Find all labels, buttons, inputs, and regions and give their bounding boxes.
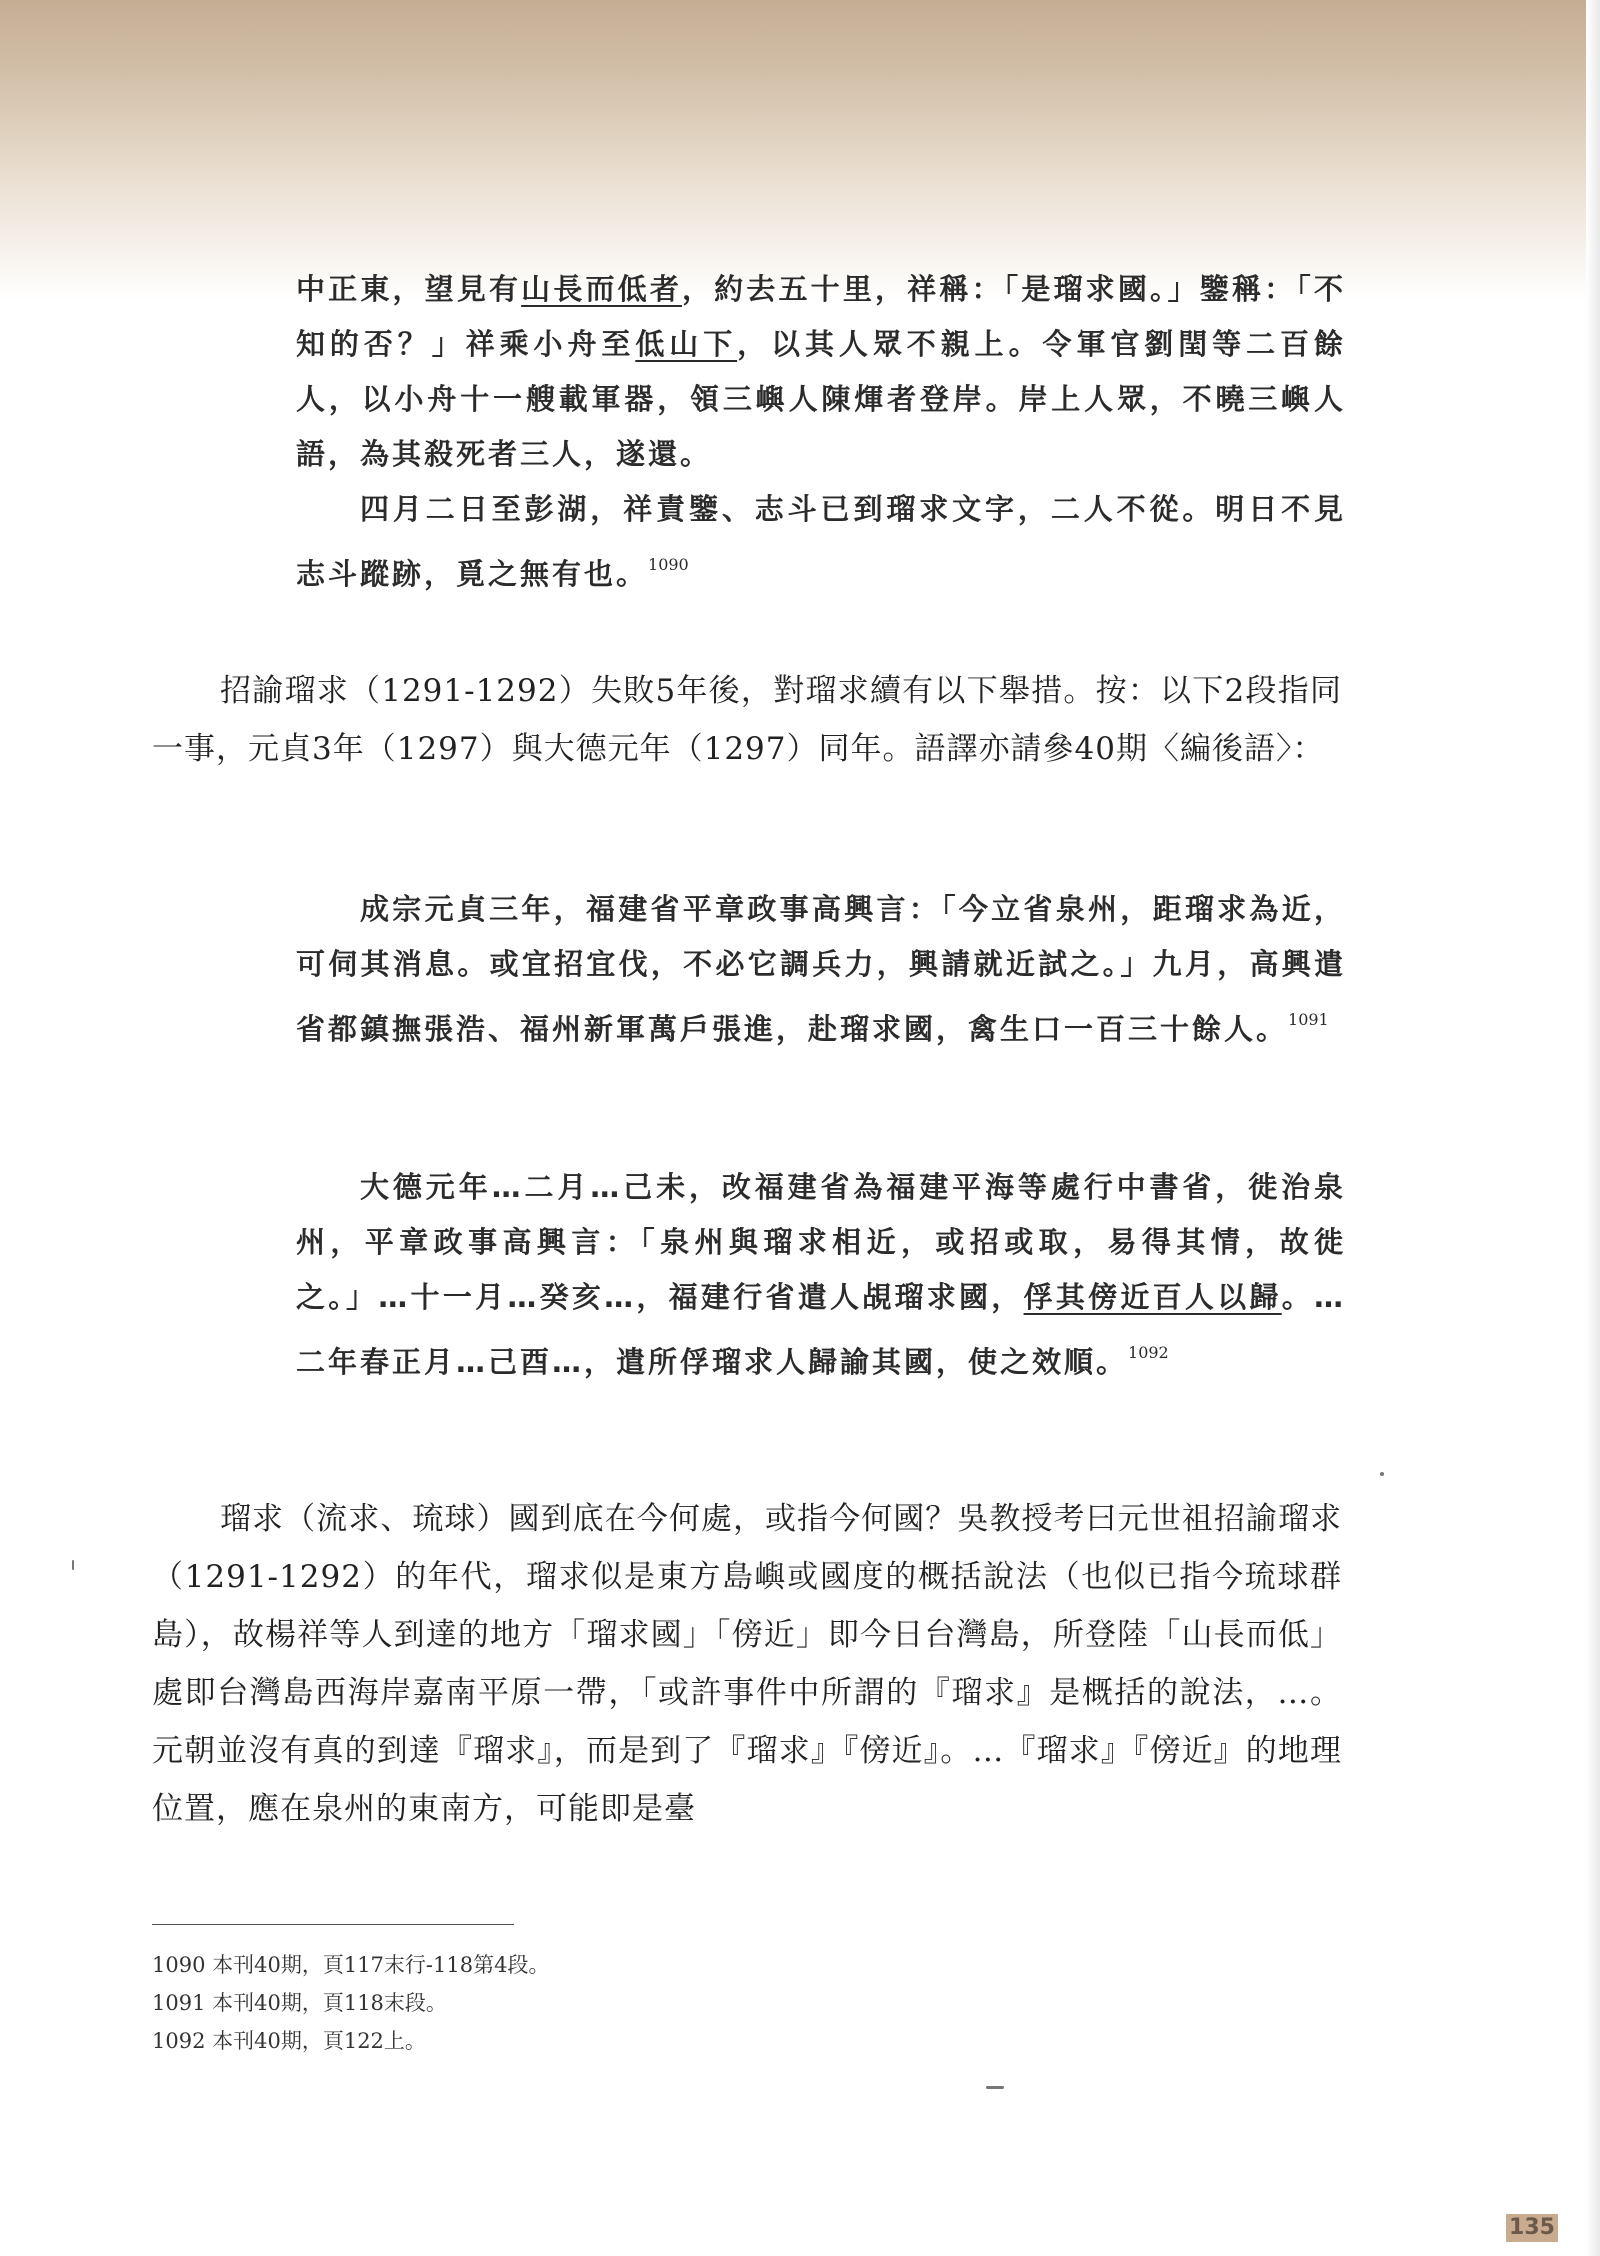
footnote-marker: 1090 [648, 555, 689, 574]
page-number: 135 [1506, 2214, 1558, 2242]
underlined-phrase: 俘其傍近百人以歸 [1023, 1280, 1282, 1314]
body-paragraph-1 [152, 662, 1342, 778]
footnotes [152, 1946, 1052, 2060]
quote-1-text: 中正東，望見有 [296, 272, 522, 306]
scan-speck [986, 2086, 1004, 2089]
scan-speck [1380, 1472, 1384, 1476]
quote-1-paragraph-2 [296, 482, 1346, 602]
quote-1-text: ，約去五十里，祥稱：「是瑠求國。」鑒稱：「不知的否？」祥乘小舟至 [296, 272, 1346, 361]
footnote-marker: 1092 [1128, 1343, 1169, 1362]
footnote-marker: 1091 [1288, 1010, 1329, 1029]
page-header-band [0, 0, 1600, 300]
quote-2-text: 成宗元貞三年，福建省平章政事高興言：「今立省泉州，距瑠求為近，可伺其消息。或宜招宜伐，不必它調兵力，興請就近試之。」九月，高興遣省都鎮撫張浩、福州新軍萬戶張進，赴瑠求國，禽生口一百三十餘人。 [296, 892, 1346, 1046]
quote-3-paragraph [296, 1160, 1346, 1390]
quote-1-text: ，以其人眾不親上。令軍官劉閏等二百餘人，以小舟十一艘載軍器，領三嶼人陳煇者登岸。岸上人眾，不曉三嶼人語，為其殺死者三人，遂還。 [296, 327, 1346, 471]
footnote-1091: 1091 本刊40期，頁118末段。 [152, 1991, 447, 2015]
page-edge [1586, 0, 1600, 2256]
underlined-phrase: 山長而低者 [521, 272, 682, 306]
quote-2-paragraph [296, 882, 1346, 1057]
scan-speck [72, 1560, 74, 1570]
quote-block-2 [296, 882, 1346, 1057]
underlined-phrase: 低山下 [635, 327, 738, 361]
quote-3-text: 大德元年…二月…己未，改福建省為福建平海等處行中書省，徙治泉州，平章政事高興言：「泉州與瑠求相近，或招或取，易得其情，故徙之。」…十一月…癸亥…，福建行省遣人覘瑠求國， [296, 1170, 1346, 1314]
quote-1-text: 四月二日至彭湖，祥責鑒、志斗已到瑠求文字，二人不從。明日不見志斗蹤跡，覓之無有也。 [296, 492, 1346, 591]
body-paragraph-2 [152, 1490, 1342, 1838]
quote-1-paragraph-1 [296, 262, 1346, 482]
quote-block-1 [296, 262, 1346, 602]
footnote-1090: 1090 本刊40期，頁117末行-118第4段。 [152, 1953, 550, 1977]
footnote-1092: 1092 本刊40期，頁122上。 [152, 2029, 426, 2053]
quote-3-text: 。…二年春正月…己酉…，遣所俘瑠求人歸諭其國，使之效順。 [296, 1280, 1346, 1379]
body-text: 招諭瑠求（1291-1292）失敗5年後，對瑠求續有以下舉措。按：以下2段指同一事，元貞3年（1297）與大德元年（1297）同年。語譯亦請參40期〈編後語〉： [152, 673, 1342, 767]
body-text: 瑠求（流求、琉球）國到底在今何處，或指今何國？吳教授考曰元世祖招諭瑠求（1291-1292）的年代，瑠求似是東方島嶼或國度的概括說法（也似已指今琉球群島），故楊祥等人到達的地方「瑠求國」「傍近」即今日台灣島，所登陸「山長而低」處即台灣島西海岸嘉南平原一帶，「或許事件中所謂的『瑠求』是概括的說法，…。元朝並沒有真的到達『瑠求』，而是到了『瑠求』『傍近』。…『瑠求』『傍近』的地理位置，應在泉州的東南方，可能即是臺 [152, 1501, 1342, 1827]
quote-block-3 [296, 1160, 1346, 1390]
footnote-divider [152, 1924, 514, 1925]
